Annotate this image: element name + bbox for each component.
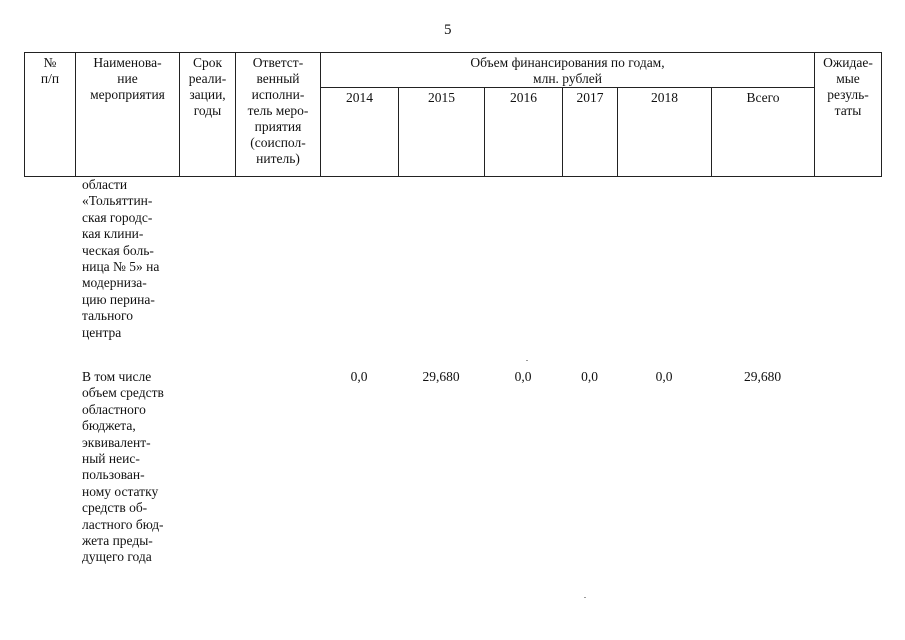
scan-speck	[526, 360, 528, 361]
value-2016: 0,0	[514, 369, 532, 384]
header-funding: Объем финансирования по годам, млн. рублей	[321, 53, 815, 88]
header-term: Срок реали- зации, годы	[180, 53, 236, 177]
header-responsible: Ответст- венный исполни- тель меро- приятия (соиспол- нитель)	[236, 53, 321, 177]
value-2018: 0,0	[655, 369, 673, 384]
header-year-2017: 2017	[563, 88, 618, 177]
header-number: № п/п	[25, 53, 76, 177]
value-2017: 0,0	[581, 369, 598, 384]
page-number: 5	[444, 22, 452, 38]
header-year-2014: 2014	[321, 88, 399, 177]
row-including-name: В том числе объем средств областного бюджета, эквивалент- ный неис- пользован- ному остатку средств об- ластного бюд- жета преды- дущего года	[82, 369, 164, 565]
header-year-2018: 2018	[618, 88, 712, 177]
value-2014: 0,0	[350, 369, 368, 384]
header-results: Ожидае- мые резуль- таты	[815, 53, 882, 177]
financing-table-header	[24, 52, 882, 177]
header-name: Наименова- ние мероприятия	[76, 53, 180, 177]
header-total: Всего	[712, 88, 815, 177]
header-year-2015: 2015	[399, 88, 485, 177]
row-continuation-name: области «Тольяттин- ская городс- кая клини- ческая боль- ница № 5» на модерниза- цию перина- тального центра	[82, 177, 160, 340]
value-2015: 29,680	[422, 369, 460, 384]
scan-speck	[584, 597, 586, 598]
header-year-2016: 2016	[485, 88, 563, 177]
value-total: 29,680	[743, 369, 782, 384]
